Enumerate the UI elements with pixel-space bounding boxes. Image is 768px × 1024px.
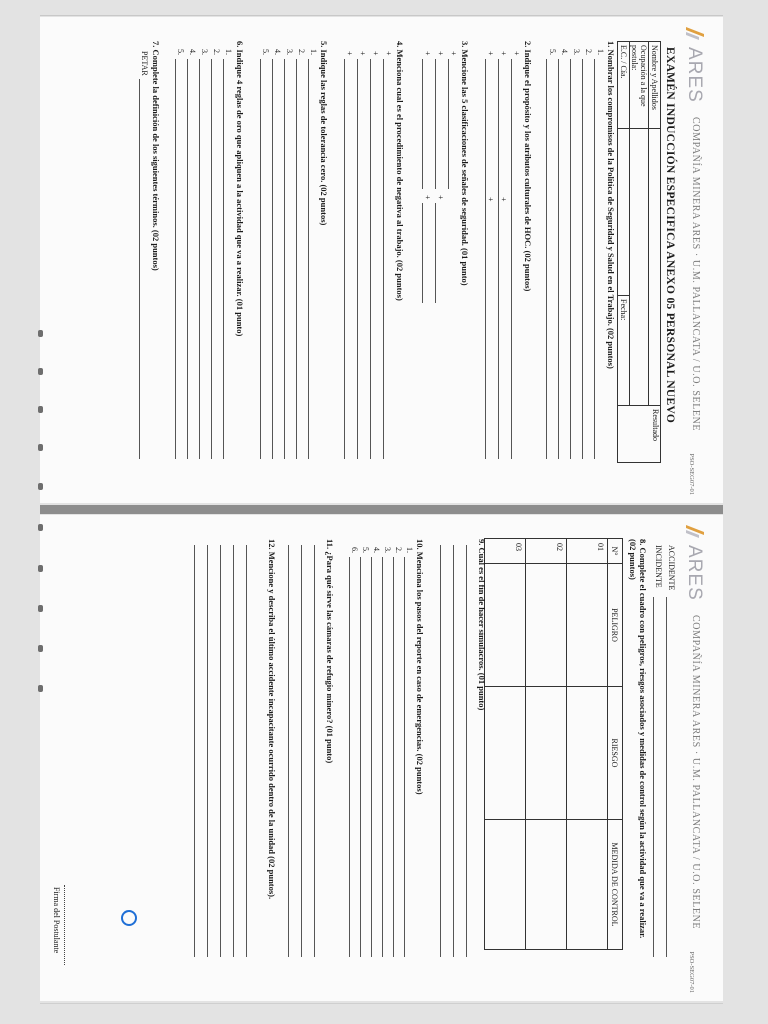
q3-answer-line[interactable] xyxy=(435,203,436,303)
q5-answer-line[interactable] xyxy=(284,59,285,459)
q6-item: 5. xyxy=(176,49,185,55)
q1-item: 4. xyxy=(560,49,569,55)
q5-item: 1. xyxy=(309,49,318,55)
name-label: Nombre y Apellidos xyxy=(649,42,661,129)
document-code: PSO-SEG07-01 xyxy=(688,453,695,495)
scanned-page-2 xyxy=(40,515,723,1001)
q5-answer-line[interactable] xyxy=(260,59,261,459)
question-9: 9. Cuál es el fin de hacer simulacros. (01 punto) xyxy=(477,539,487,711)
q12-answer-line[interactable] xyxy=(207,545,208,957)
q9-answer-line[interactable] xyxy=(440,545,441,957)
incidente-answer-line[interactable] xyxy=(653,597,654,957)
q6-answer-line[interactable] xyxy=(211,59,212,459)
bullet: + xyxy=(436,195,445,200)
q12-answer-line[interactable] xyxy=(220,545,221,957)
peligro-cell[interactable] xyxy=(567,564,608,687)
q10-answer-line[interactable] xyxy=(371,557,372,957)
question-5: 5. Indique las reglas de tolerancia cero. (02 puntos) xyxy=(319,41,329,226)
q10-item: 6. xyxy=(350,547,359,553)
bullet: + xyxy=(345,51,354,56)
column-header: MEDIDA DE CONTROL xyxy=(608,820,623,950)
question-1: 1. Nombrar los compromisos de la Política de Seguridad y Salud en el Trabajo. (02 puntos) xyxy=(606,41,616,369)
bullet: + xyxy=(371,51,380,56)
q5-item: 3. xyxy=(285,49,294,55)
q12-answer-line[interactable] xyxy=(194,545,195,957)
company-name: COMPAÑÍA MINERA ARES · U.M. PALLANCATA / U.O. SELENE xyxy=(690,615,701,930)
medida-cell[interactable] xyxy=(485,820,526,950)
exam-page-2 xyxy=(40,515,723,1001)
q10-answer-line[interactable] xyxy=(382,557,383,957)
top-border xyxy=(40,15,723,16)
ares-logo-icon xyxy=(685,523,707,541)
q11-answer-line[interactable] xyxy=(288,545,289,957)
medida-cell[interactable] xyxy=(526,820,567,950)
q4-answer-line[interactable] xyxy=(344,59,345,459)
q7-answer-line[interactable] xyxy=(139,79,140,459)
binder-hole xyxy=(38,524,43,531)
binder-hole xyxy=(38,368,43,375)
scanned-page-1 xyxy=(40,17,723,503)
company-label: E.C. / Cía. xyxy=(618,42,630,129)
bullet: + xyxy=(384,51,393,56)
peligro-cell[interactable] xyxy=(526,564,567,687)
q5-item: 2. xyxy=(297,49,306,55)
column-header: N° xyxy=(608,539,623,564)
q10-answer-line[interactable] xyxy=(360,557,361,957)
binder-hole xyxy=(38,565,43,572)
signature-line[interactable] xyxy=(64,885,65,965)
term-petar: PETAR xyxy=(140,51,149,76)
q4-answer-line[interactable] xyxy=(357,59,358,459)
table-row xyxy=(485,539,526,950)
q12-answer-line[interactable] xyxy=(246,545,247,957)
bullet: + xyxy=(358,51,367,56)
q10-item: 2. xyxy=(394,547,403,553)
binder-hole xyxy=(38,605,43,612)
term-accidente: ACCIDENTE xyxy=(667,545,676,591)
occupation-label: Ocupación a la que postula: xyxy=(630,42,649,129)
q6-answer-line[interactable] xyxy=(187,59,188,459)
q1-answer-line[interactable] xyxy=(558,59,559,459)
q6-item: 4. xyxy=(188,49,197,55)
binder-hole xyxy=(38,406,43,413)
term-incidente: INCIDENTE xyxy=(654,545,663,588)
q4-answer-line[interactable] xyxy=(370,59,371,459)
q1-answer-line[interactable] xyxy=(582,59,583,459)
q5-answer-line[interactable] xyxy=(272,59,273,459)
question-7: 7. Complete la definición de los siguientes términos. (02 puntos) xyxy=(151,41,161,271)
name-field[interactable] xyxy=(649,129,661,406)
question-2: 2. Indique el propósito y los atributos culturales de HOC. (02 puntos) xyxy=(523,41,533,292)
question-10: 10. Menciona los pasos del reporte en caso de emergencias. (02 puntos) xyxy=(415,539,425,795)
q11-answer-line[interactable] xyxy=(301,545,302,957)
document-code: PSO-SEG07-01 xyxy=(688,951,695,993)
column-header: PELIGRO xyxy=(608,564,623,687)
company-name: COMPAÑÍA MINERA ARES · U.M. PALLANCATA / U.O. SELENE xyxy=(690,117,701,432)
binder-hole xyxy=(38,645,43,652)
q6-answer-line[interactable] xyxy=(175,59,176,459)
bullet: + xyxy=(499,197,508,202)
q10-item: 1. xyxy=(405,547,414,553)
exam-page-1 xyxy=(40,17,723,503)
q2-answer-line[interactable] xyxy=(485,59,486,459)
column-header: RIESGO xyxy=(608,687,623,820)
q6-item: 1. xyxy=(224,49,233,55)
riesgo-cell[interactable] xyxy=(567,687,608,820)
q1-item: 2. xyxy=(584,49,593,55)
q1-item: 3. xyxy=(572,49,581,55)
question-6: 6. Indique 4 reglas de oro que apliquen a la actividad que va a realizar. (01 punto) xyxy=(235,41,245,337)
binder-hole xyxy=(38,330,43,337)
q10-answer-line[interactable] xyxy=(404,557,405,957)
ares-logo-icon xyxy=(685,25,707,43)
medida-cell[interactable] xyxy=(567,820,608,950)
q6-answer-line[interactable] xyxy=(223,59,224,459)
q6-answer-line[interactable] xyxy=(199,59,200,459)
binder-hole xyxy=(38,685,43,692)
q11-answer-line[interactable] xyxy=(314,545,315,957)
q10-item: 4. xyxy=(372,547,381,553)
peligro-cell[interactable] xyxy=(485,564,526,687)
q4-answer-line[interactable] xyxy=(383,59,384,459)
question-12: 12. Mencione y describa el último accidente incapacitante ocurrido dentro de la unidad (02 puntos). xyxy=(267,539,277,900)
question-11: 11. ¿Para qué sirve las cámaras de refugio minero? (01 punto) xyxy=(325,539,335,764)
binder-hole xyxy=(38,444,43,451)
question-4: 4. Menciona cual es el procedimiento de negativa al trabajo. (02 puntos) xyxy=(395,41,405,301)
q3-answer-line[interactable] xyxy=(422,203,423,303)
row-number: 02 xyxy=(526,539,567,564)
logo-text: ARES xyxy=(684,47,705,103)
q1-answer-line[interactable] xyxy=(570,59,571,459)
occupation-field[interactable] xyxy=(630,129,649,406)
q1-item: 1. xyxy=(596,49,605,55)
question-3: 3. Mencione las 5 clasificaciones de señales de seguridad. (01 punto) xyxy=(460,41,470,286)
page-header xyxy=(683,25,707,495)
applicant-info-table xyxy=(617,41,661,463)
q1-item: 5. xyxy=(548,49,557,55)
bullet: + xyxy=(449,51,458,56)
q10-answer-line[interactable] xyxy=(393,557,394,957)
q5-answer-line[interactable] xyxy=(296,59,297,459)
logo-text: ARES xyxy=(684,545,705,601)
bullet: + xyxy=(423,51,432,56)
row-number: 03 xyxy=(485,539,526,564)
q2-answer-line[interactable] xyxy=(498,59,499,459)
q10-item: 5. xyxy=(361,547,370,553)
table-row xyxy=(526,539,567,950)
bullet: + xyxy=(499,51,508,56)
date-label: Fecha: xyxy=(618,296,630,406)
q3-answer-line[interactable] xyxy=(422,59,423,189)
q5-answer-line[interactable] xyxy=(308,59,309,459)
q9-answer-line[interactable] xyxy=(466,545,467,957)
hazards-table xyxy=(484,538,623,950)
bullet: + xyxy=(423,195,432,200)
q1-answer-line[interactable] xyxy=(546,59,547,459)
bullet: + xyxy=(486,51,495,56)
page-separator xyxy=(40,505,723,514)
table-row xyxy=(567,539,608,950)
company-field[interactable] xyxy=(618,129,630,296)
q3-answer-line[interactable] xyxy=(448,59,449,189)
q10-answer-line[interactable] xyxy=(349,557,350,957)
bottom-border xyxy=(40,1003,723,1004)
exam-title: EXAMÉN INDUCCIÓN ESPECIFICA ANEXO 05 PERSONAL NUEVO xyxy=(664,47,676,424)
row-number: 01 xyxy=(567,539,608,564)
q1-answer-line[interactable] xyxy=(594,59,595,459)
bullet: + xyxy=(512,51,521,56)
q6-item: 2. xyxy=(212,49,221,55)
q6-item: 3. xyxy=(200,49,209,55)
riesgo-cell[interactable] xyxy=(485,687,526,820)
page-header xyxy=(683,523,707,993)
q10-item: 3. xyxy=(383,547,392,553)
accidente-answer-line[interactable] xyxy=(666,597,667,957)
result-label: Resultado xyxy=(618,406,661,463)
stamp-icon xyxy=(121,910,137,926)
q12-answer-line[interactable] xyxy=(233,545,234,957)
signature-label: Firma del Postulante xyxy=(52,887,61,954)
q5-item: 5. xyxy=(261,49,270,55)
q3-answer-line[interactable] xyxy=(435,59,436,189)
q9-answer-line[interactable] xyxy=(453,545,454,957)
q2-answer-line[interactable] xyxy=(511,59,512,459)
question-8: 8. Complete el cuadro con peligros, riesgos asociados y medidas de control según la actividad que va a realizar. (02 puntos) xyxy=(628,539,648,939)
q5-item: 4. xyxy=(273,49,282,55)
riesgo-cell[interactable] xyxy=(526,687,567,820)
bullet: + xyxy=(436,51,445,56)
bullet: + xyxy=(486,197,495,202)
binder-hole xyxy=(38,483,43,490)
